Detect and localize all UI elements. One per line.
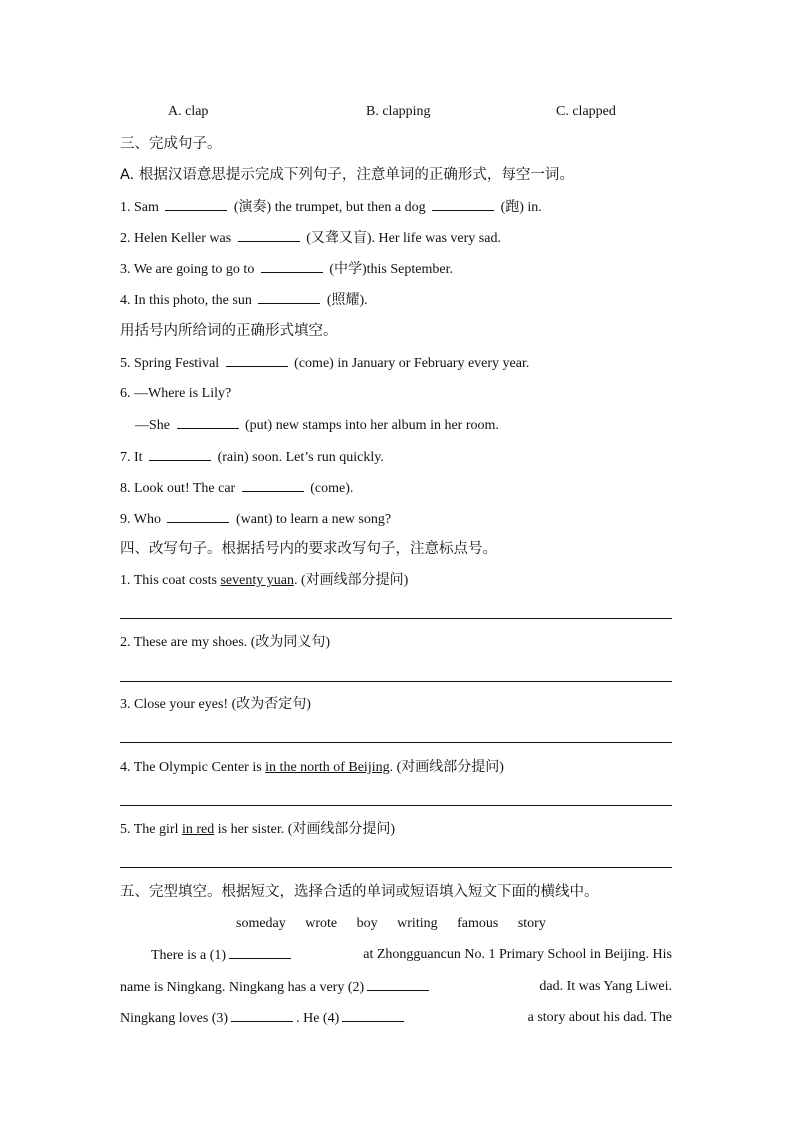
question-5 [120,354,680,373]
answer-blank[interactable] [432,198,494,211]
rewrite-2: 2. These are my shoes. (改为同义句) [120,635,331,650]
answer-blank[interactable] [242,479,304,492]
section4-title: 四、改写句子。根据括号内的要求改写句子，注意标点号。 [120,541,497,557]
answer-blank[interactable] [226,354,288,367]
q1-hint2: (跑) in. [500,200,542,215]
question-1 [120,198,680,217]
answer-blank[interactable] [167,510,229,523]
question-4 [120,291,680,310]
underlined-phrase: in the north of Beijing [265,760,390,775]
p1-start: There is a (1) [151,948,227,963]
q8-suffix: (come). [310,481,354,496]
p3-start: Ningkang loves (3) [120,1011,229,1026]
answer-line[interactable] [120,867,672,868]
section5-title: 五、完型填空。根据短文，选择合适的单词或短语填入短文下面的横线中。 [120,884,599,900]
answer-blank[interactable] [231,1009,293,1022]
answer-line[interactable] [120,618,672,619]
q7-prefix: 7. It [120,450,143,465]
q7-suffix: (rain) soon. Let’s run quickly. [217,450,384,465]
p2-start: name is Ningkang. Ningkang has a very (2) [120,980,365,995]
answer-blank[interactable] [165,198,227,211]
passage-line-1 [151,946,672,965]
q1-hint1: (演奏) the trumpet, but then a dog [233,200,426,215]
r1-prefix: 1. This coat costs [120,573,221,588]
q6-prefix: —She [135,418,170,433]
p3-end: a story about his dad. The [527,1010,672,1025]
answer-blank[interactable] [229,946,291,959]
answer-blank[interactable] [261,260,323,273]
r5-suffix: is her sister. (对画线部分提问) [214,822,396,837]
r4-suffix: . (对画线部分提问) [389,760,504,775]
q5-prefix: 5. Spring Festival [120,356,220,371]
question-2 [120,229,680,248]
answer-blank[interactable] [177,416,239,429]
question-7 [120,448,680,467]
word-bank-item: someday [236,916,286,931]
q4-prefix: 4. In this photo, the sun [120,293,252,308]
passage-line-3 [120,1009,672,1028]
option-b: B. clapping [366,104,431,119]
question-6-answer [135,416,695,435]
word-bank-item: wrote [305,916,338,931]
question-3 [120,260,680,279]
option-c: C. clapped [556,104,616,119]
underlined-phrase: seventy yuan [220,573,294,588]
answer-line[interactable] [120,681,672,682]
passage-line-2 [120,978,672,997]
q9-prefix: 9. Who [120,512,161,527]
q6-suffix: (put) new stamps into her album in her room. [245,418,499,433]
section3-part-a: A. 根据汉语意思提示完成下列句子，注意单词的正确形式，每空一词。 [120,167,574,183]
word-bank-item: boy [356,916,378,931]
answer-line[interactable] [120,805,672,806]
p1-end: at Zhongguancun No. 1 Primary School in Beijing. His [363,947,672,962]
answer-blank[interactable] [149,448,211,461]
answer-blank[interactable] [367,978,429,991]
q3-suffix: (中学)this September. [329,262,453,277]
r5-prefix: 5. The girl [120,822,182,837]
answer-line[interactable] [120,742,672,743]
rewrite-1 [120,572,680,590]
rewrite-3: 3. Close your eyes! (改为否定句) [120,697,311,712]
q5-suffix: (come) in January or February every year. [294,356,530,371]
q2-prefix: 2. Helen Keller was [120,231,232,246]
word-bank-item: famous [457,916,499,931]
question-8 [120,479,680,498]
word-bank [236,916,562,932]
answer-blank[interactable] [258,291,320,304]
word-bank-item: story [517,916,546,931]
rewrite-4 [120,759,680,777]
answer-blank[interactable] [238,229,300,242]
question-6-prompt: 6. —Where is Lily? [120,386,232,401]
rewrite-5 [120,821,680,839]
option-a: A. clap [168,104,209,119]
section3-title: 三、完成句子。 [120,136,222,152]
q1-prefix: 1. Sam [120,200,159,215]
r1-suffix: . (对画线部分提问) [293,573,409,588]
q9-suffix: (want) to learn a new song? [235,512,392,527]
answer-blank[interactable] [342,1009,404,1022]
q2-suffix: (又聋又盲). Her life was very sad. [306,231,501,246]
question-9 [120,510,680,529]
q3-prefix: 3. We are going to go to [120,262,255,277]
p3-mid: . He (4) [296,1011,340,1026]
underlined-phrase: in red [181,822,215,837]
word-bank-item: writing [397,916,438,931]
section3-part-b: 用括号内所给词的正确形式填空。 [120,323,338,339]
q4-suffix: (照耀). [326,293,368,308]
p2-end: dad. It was Yang Liwei. [539,979,672,994]
q8-prefix: 8. Look out! The car [120,481,236,496]
r4-prefix: 4. The Olympic Center is [120,760,266,775]
